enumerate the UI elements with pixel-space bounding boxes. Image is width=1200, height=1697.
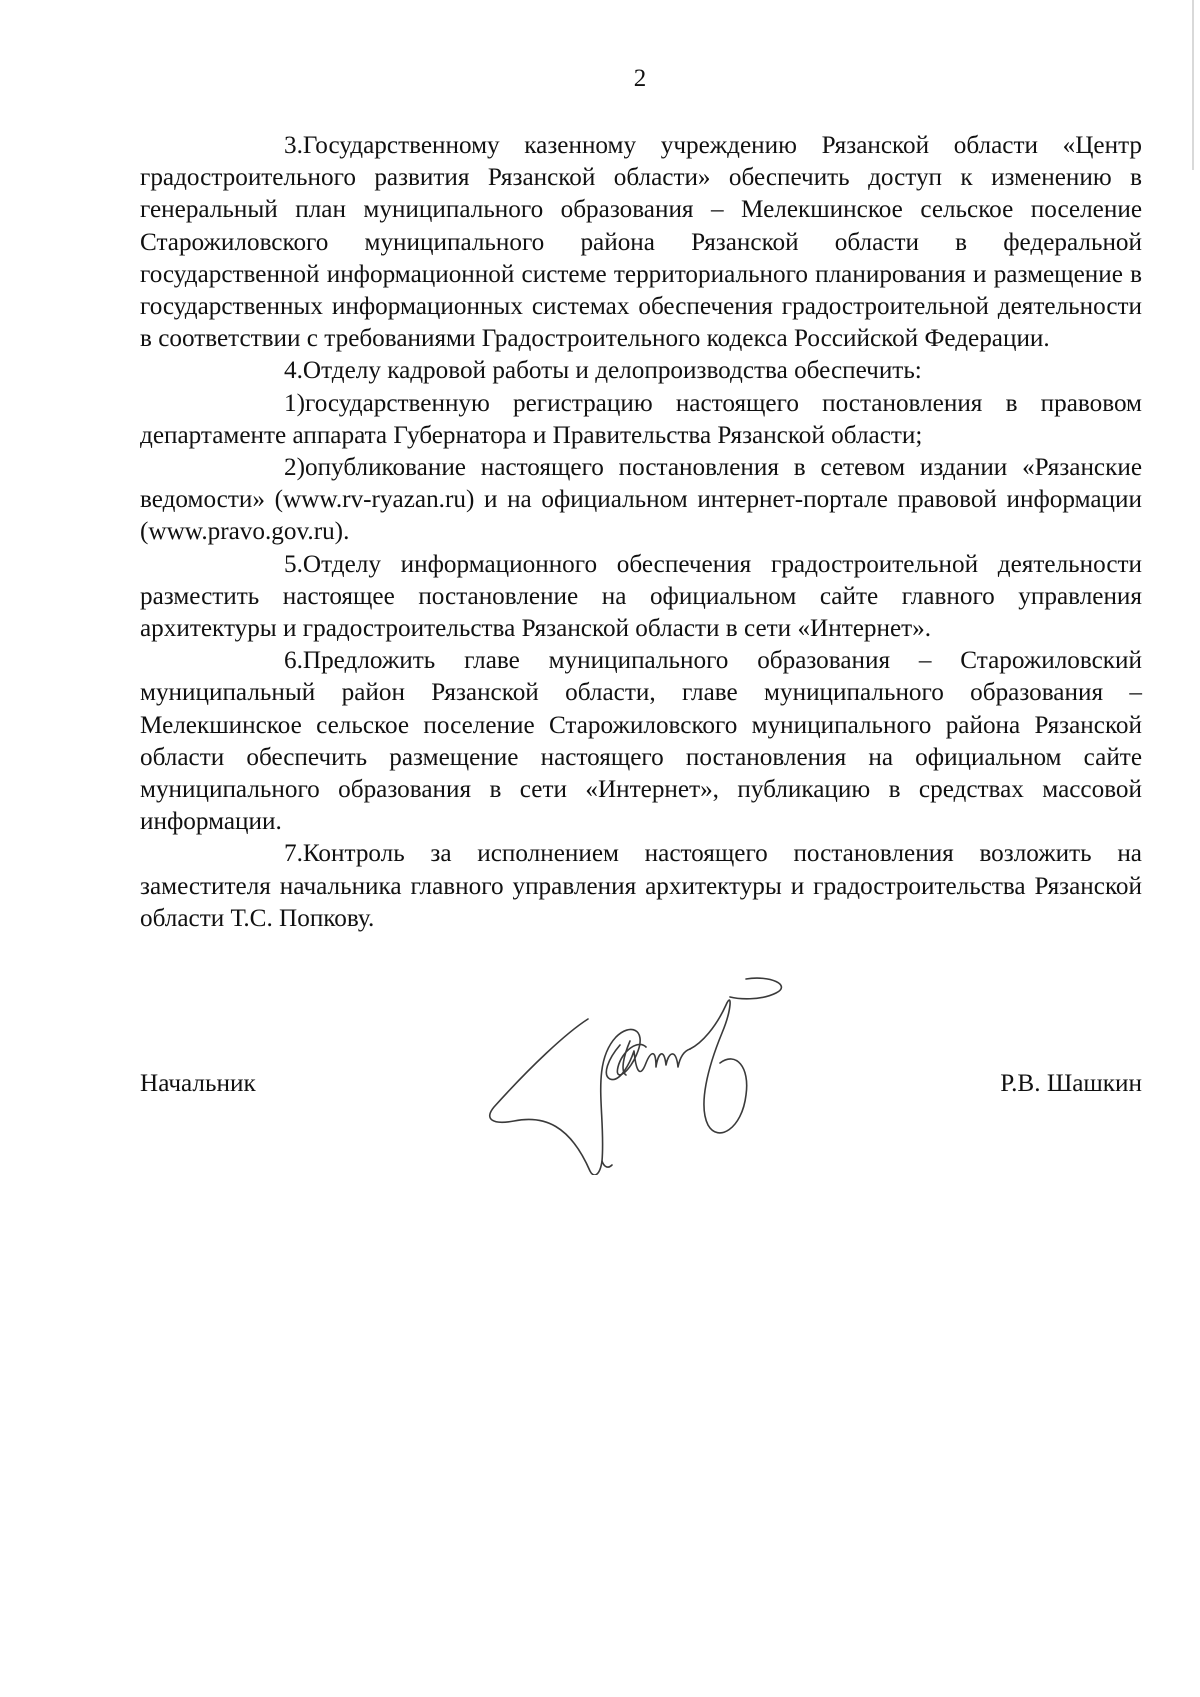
signature-block [140, 1068, 1142, 1108]
paragraph-number: 2) [284, 454, 305, 482]
paragraph-text: государственную регистрацию настоящего постановления в правовом департаменте аппарата Губернатора и Правительства Рязанской области; [140, 389, 1142, 449]
paragraph-7 [140, 838, 1142, 935]
subparagraph-2 [140, 452, 1142, 549]
paragraph-4 [140, 355, 1142, 387]
paragraph-5 [140, 549, 1142, 646]
page-number: 2 [633, 65, 647, 92]
paragraph-number: 7. [284, 840, 303, 868]
paragraph-number: 1) [284, 389, 305, 417]
paragraph-text: Отделу информационного обеспечения градостроительной деятельности разместить настоящее постановление на официальном сайте главного управления архитектуры и градостроительства Рязанской области в сети «Интернет». [140, 550, 1142, 643]
document-body [140, 130, 1142, 935]
subparagraph-1 [140, 388, 1142, 452]
paragraph-number: 6. [284, 647, 303, 675]
paragraph-text: Государственному казенному учреждению Рязанской области «Центр градостроительного развития Рязанской области» обеспечить доступ к изменению в генеральный план муниципального образования – Мелекшинское сельское поселение Старожиловского муниципального района Рязанской области в федеральной государственной информационной системе территориального планирования и размещение в государственных информационных системах обеспечения градостроительной деятельности в соответствии с требованиями Градостроительного кодекса Российской Федерации. [140, 132, 1142, 353]
paragraph-number: 4. [284, 357, 303, 385]
signatory-position: Начальник [140, 1070, 256, 1097]
paragraph-text: Отделу кадровой работы и делопроизводства обеспечить: [302, 357, 922, 385]
signatory-name: Р.В. Шашкин [1000, 1070, 1142, 1097]
paragraph-number: 3. [284, 132, 303, 159]
paragraph-6 [140, 645, 1142, 838]
paragraph-text: Предложить главе муниципального образования – Старожиловский муниципальный район Рязанской области, главе муниципального образования – Мелекшинское сельское поселение Старожиловского муниципального района Рязанской области обеспечить размещение настоящего постановления на официальном сайте муниципального образования в сети «Интернет», публикацию в средствах массовой информации. [140, 647, 1142, 836]
paragraph-number: 5. [284, 550, 303, 578]
paragraph-3 [140, 130, 1142, 355]
paragraph-text: опубликование настоящего постановления в сетевом издании «Рязанские ведомости» (www.rv-ryazan.ru) и на официальном интернет-портале правовой информации (www.pravo.gov.ru). [140, 454, 1142, 546]
paragraph-text: Контроль за исполнением настоящего постановления возложить на заместителя начальника главного управления архитектуры и градостроительства Рязанской области Т.С. Попкову. [140, 840, 1142, 932]
